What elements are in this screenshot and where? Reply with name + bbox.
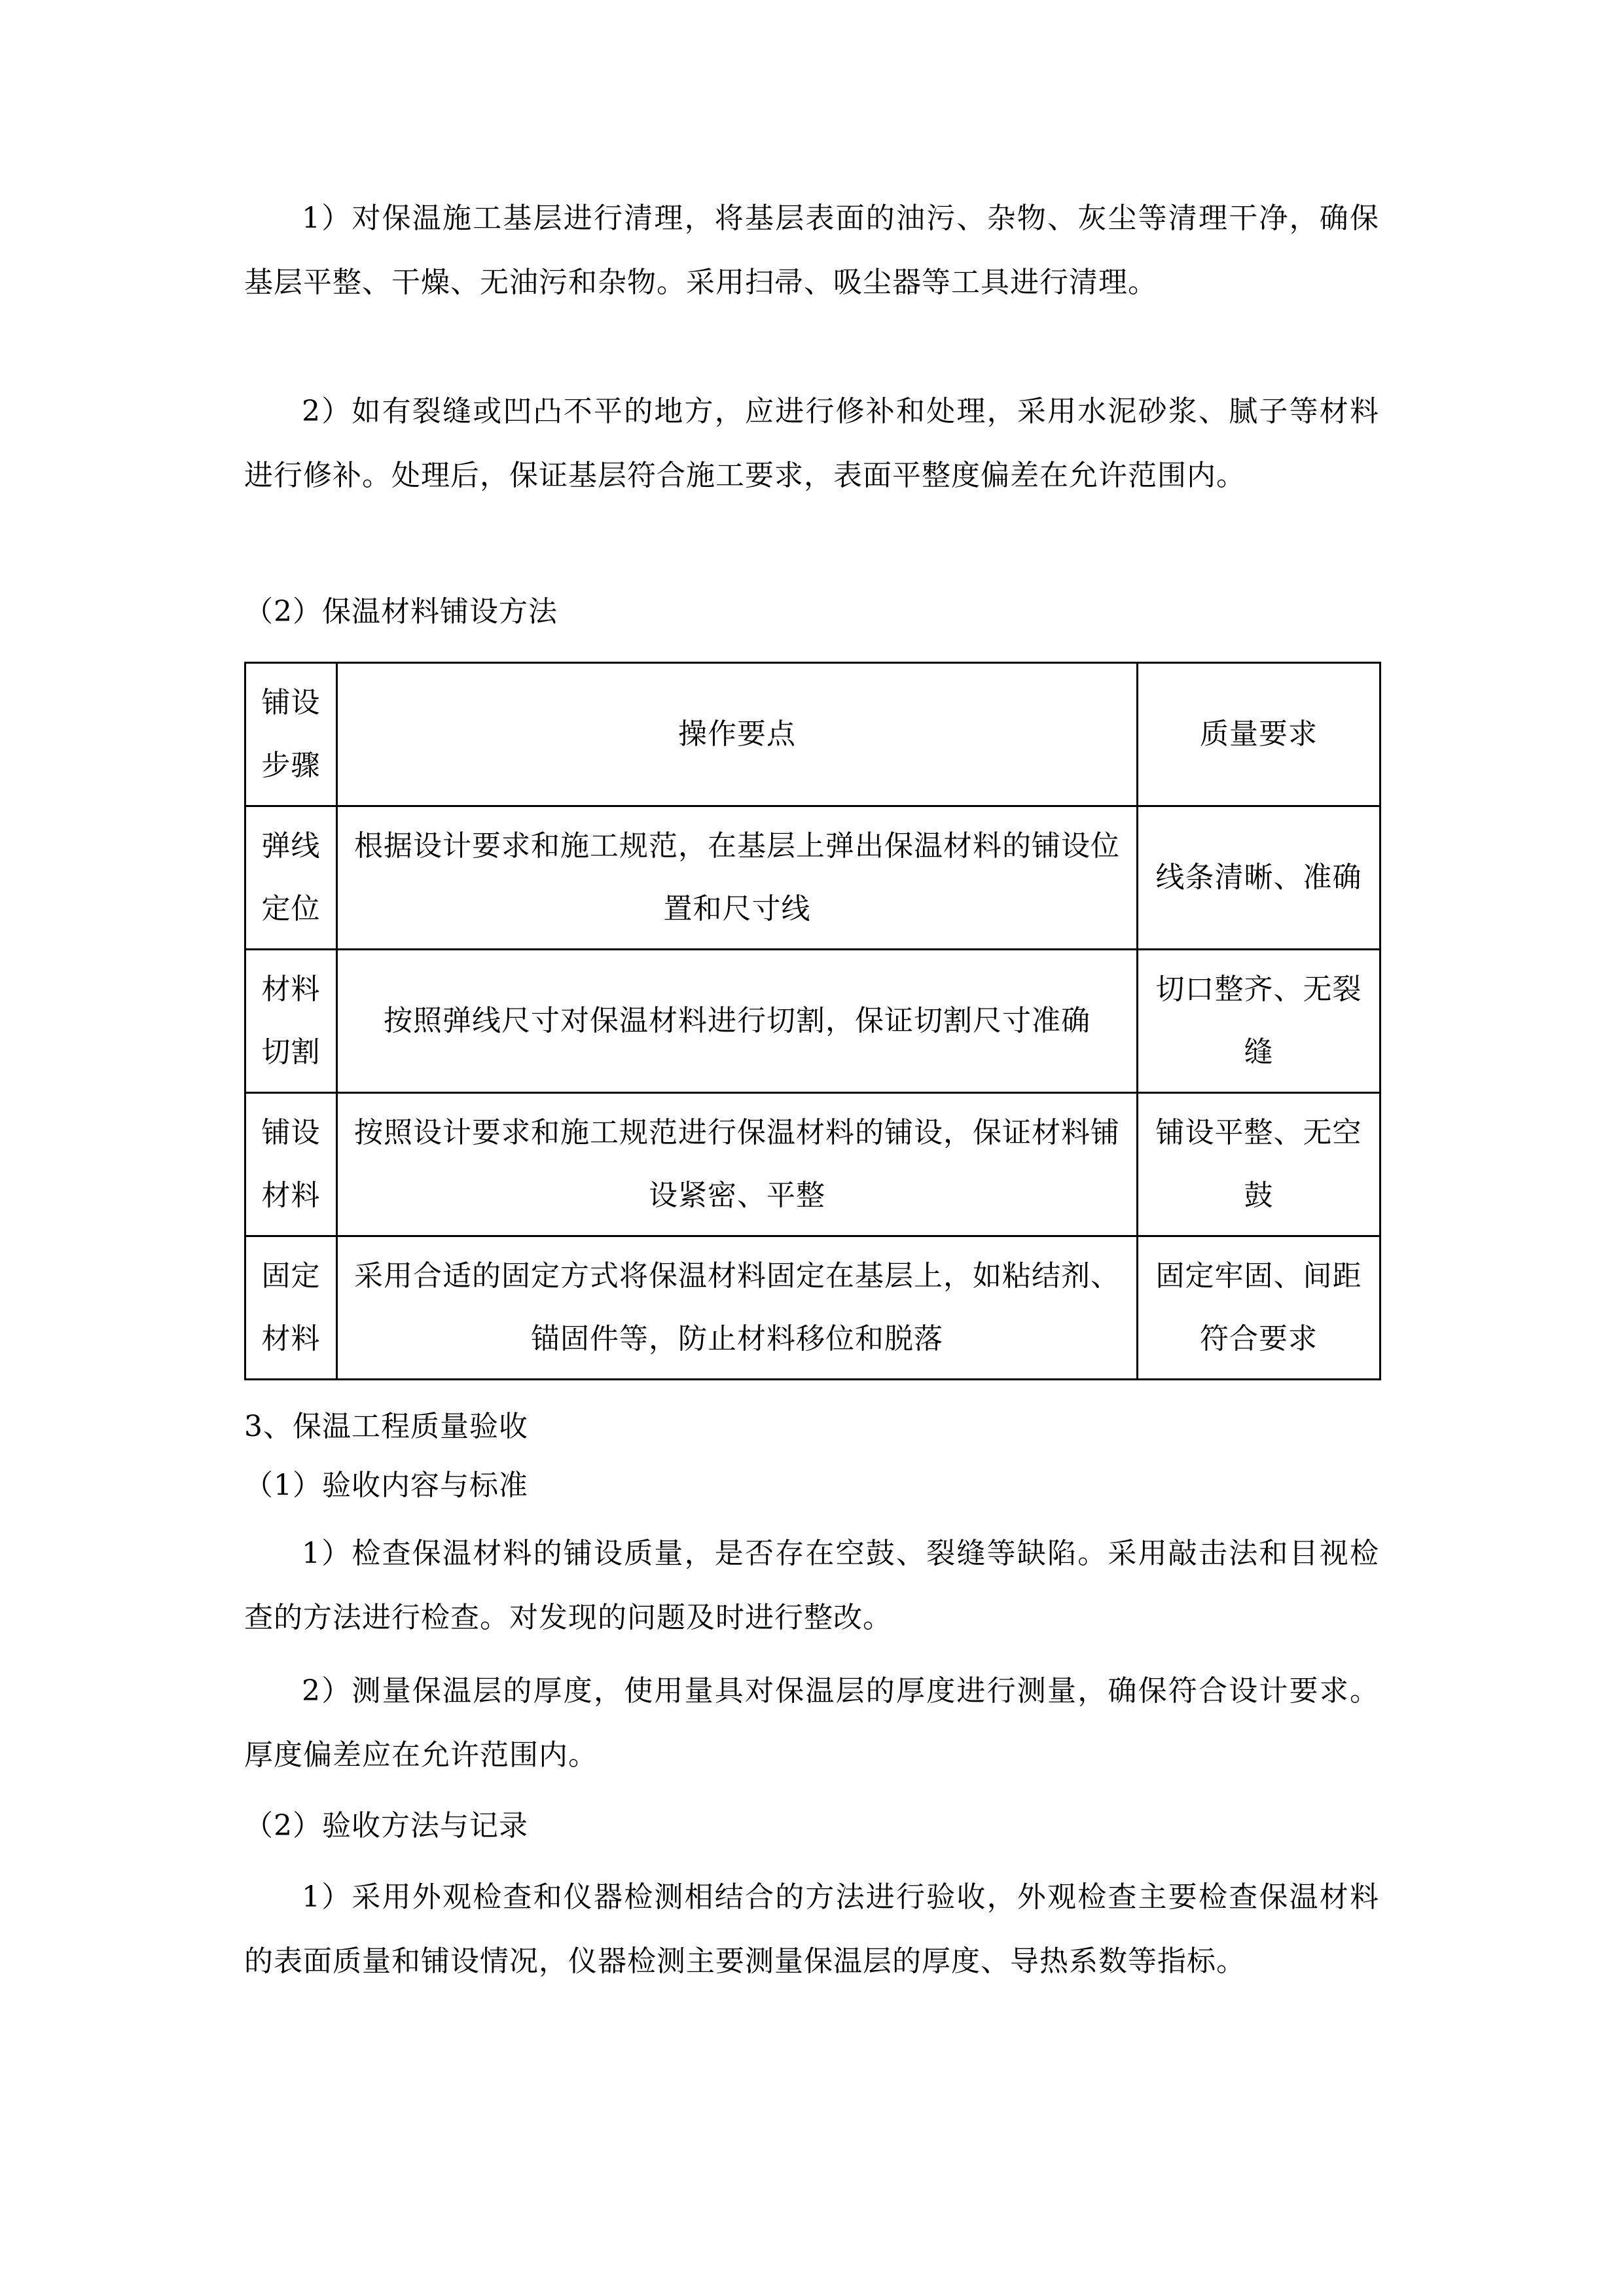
table-row [245,950,1380,1093]
paragraph-base-repair: 2）如有裂缝或凹凸不平的地方，应进行修补和处理，采用水泥砂浆、腻子等材料进行修补。处理后，保证基层符合施工要求，表面平整度偏差在允许范围内。 [244,395,1379,492]
cell-points: 按照弹线尺寸对保温材料进行切割，保证切割尺寸准确 [337,950,1138,1093]
paragraph-check-laying: 1）检查保温材料的铺设质量，是否存在空鼓、裂缝等缺陷。采用敲击法和目视检查的方法进行检查。对发现的问题及时进行整改。 [244,1537,1379,1634]
cell-quality: 铺设平整、无空鼓 [1138,1093,1380,1236]
cell-step: 材料 切割 [245,950,337,1093]
heading-laying-method: （2）保温材料铺设方法 [244,595,558,628]
table-header-row [245,663,1380,806]
cell-step: 铺设 材料 [245,1093,337,1236]
header-quality: 质量要求 [1138,663,1380,806]
cell-step: 弹线 定位 [245,806,337,950]
paragraph-measure-thickness: 2）测量保温层的厚度，使用量具对保温层的厚度进行测量，确保符合设计要求。厚度偏差应在允许范围内。 [244,1674,1379,1772]
laying-method-table [244,662,1381,1380]
cell-points: 采用合适的固定方式将保温材料固定在基层上，如粘结剂、锚固件等，防止材料移位和脱落 [337,1236,1138,1380]
heading-acceptance-method: （2）验收方法与记录 [244,1809,528,1842]
cell-quality: 线条清晰、准确 [1138,806,1380,950]
cell-quality: 固定牢固、间距符合要求 [1138,1236,1380,1380]
table-row [245,1236,1380,1380]
table-row [245,1093,1380,1236]
cell-points: 按照设计要求和施工规范进行保温材料的铺设，保证材料铺设紧密、平整 [337,1093,1138,1236]
table-row [245,806,1380,950]
cell-step: 固定 材料 [245,1236,337,1380]
header-step: 铺设 步骤 [245,663,337,806]
heading-quality-acceptance: 3、保温工程质量验收 [244,1410,528,1443]
cell-points: 根据设计要求和施工规范，在基层上弹出保温材料的铺设位置和尺寸线 [337,806,1138,950]
heading-acceptance-content: （1）验收内容与标准 [244,1469,528,1502]
paragraph-inspection-method: 1）采用外观检查和仪器检测相结合的方法进行验收，外观检查主要检查保温材料的表面质量和铺设情况，仪器检测主要测量保温层的厚度、导热系数等指标。 [244,1880,1379,1978]
paragraph-base-cleaning: 1）对保温施工基层进行清理，将基层表面的油污、杂物、灰尘等清理干净，确保基层平整、干燥、无油污和杂物。采用扫帚、吸尘器等工具进行清理。 [244,202,1379,299]
header-points: 操作要点 [337,663,1138,806]
cell-quality: 切口整齐、无裂缝 [1138,950,1380,1093]
